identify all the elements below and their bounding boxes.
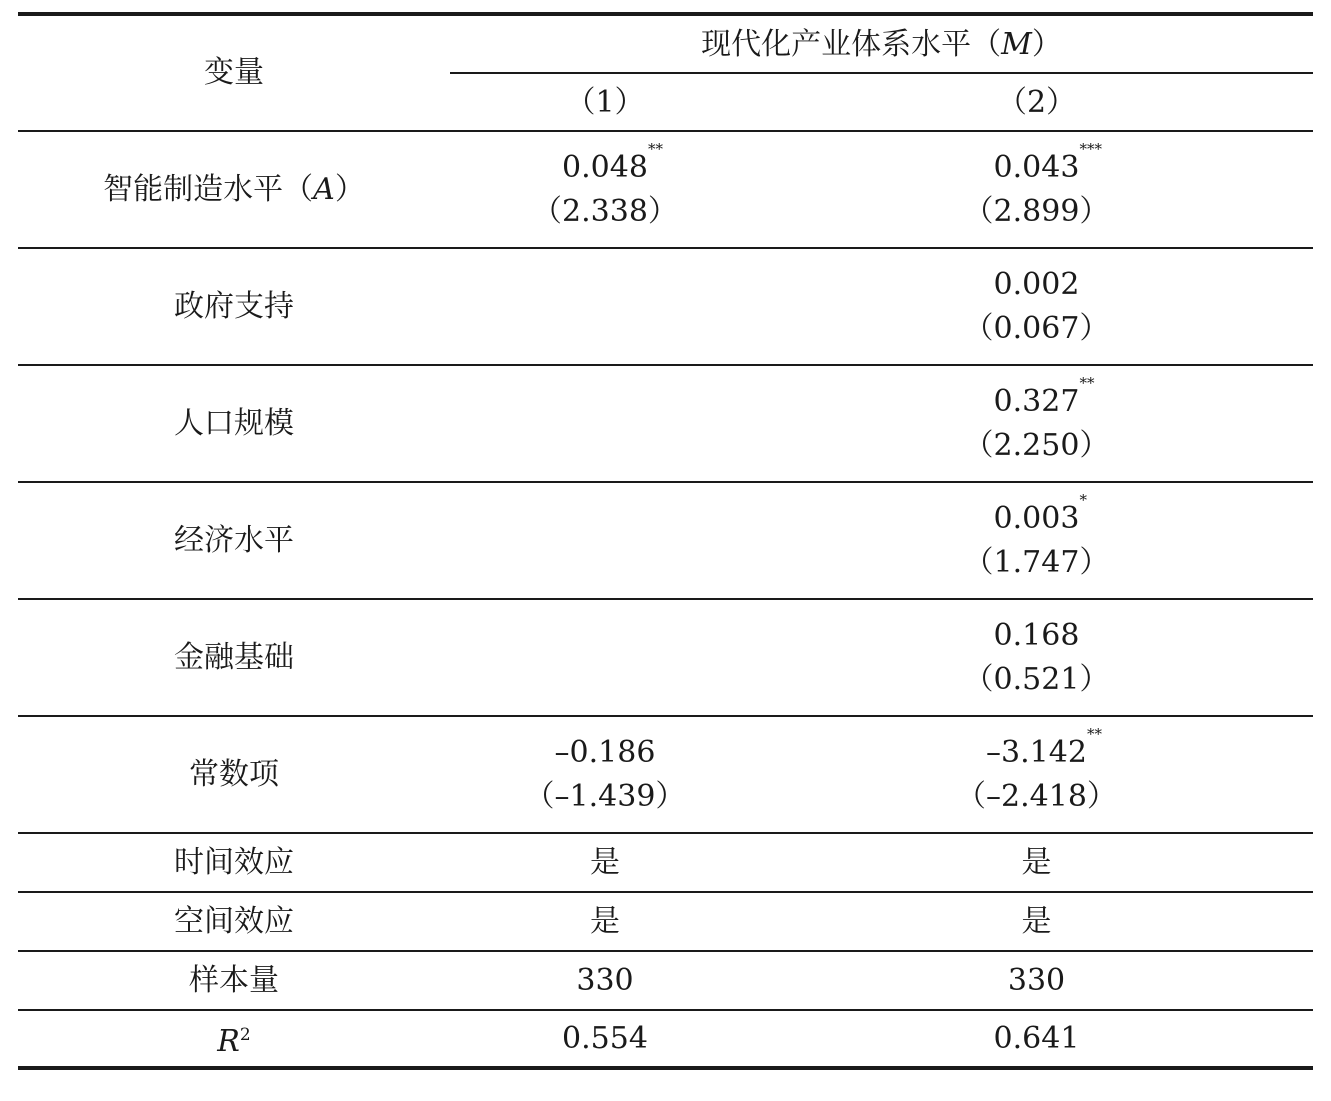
t-statistic: （1.747） — [963, 544, 1110, 580]
coefficient: 0.327 ** — [993, 373, 1095, 419]
t-statistic: （–2.418） — [956, 778, 1117, 814]
significance-stars: * — [1079, 490, 1087, 509]
model-2-cell — [760, 249, 1313, 364]
model-1-cell — [450, 600, 760, 715]
column-header-1: （1） — [565, 85, 645, 120]
coefficient: 0.002 — [993, 266, 1080, 302]
model-1-cell: 是 — [590, 844, 620, 880]
significance-stars: ** — [1079, 373, 1095, 392]
significance-stars: ** — [647, 139, 663, 158]
coefficient: 0.003 * — [993, 490, 1087, 536]
bottom-rule — [18, 1066, 1313, 1070]
row-label: 常数项 — [189, 756, 279, 792]
model-2-cell: 是 — [1021, 903, 1052, 939]
coefficient: 0.043 *** — [993, 139, 1102, 185]
t-statistic: （0.521） — [963, 661, 1110, 697]
significance-stars: ** — [1086, 724, 1102, 743]
model-2-cell — [760, 483, 1313, 598]
model-2-cell — [760, 132, 1313, 247]
coefficient: 0.168 — [993, 617, 1080, 653]
row-label: 政府支持 — [174, 288, 294, 324]
t-statistic: （2.899） — [963, 193, 1110, 229]
model-2-cell: 330 — [1007, 962, 1066, 998]
coefficient: –3.142 ** — [986, 724, 1102, 770]
group-header: 现代化产业体系水平（M） — [701, 27, 1062, 62]
model-2-cell — [760, 717, 1313, 832]
model-2-cell: 是 — [1021, 844, 1052, 880]
t-statistic: （2.250） — [963, 427, 1110, 463]
model-1-cell: 是 — [590, 903, 620, 939]
model-1-cell: 330 — [576, 962, 634, 998]
row-label: 空间效应 — [174, 903, 294, 939]
corner-label: 变量 — [204, 55, 264, 90]
model-1-cell: 0.554 — [562, 1020, 648, 1056]
model-2-cell: 0.641 — [993, 1020, 1080, 1056]
t-statistic: （–1.439） — [524, 778, 686, 814]
column-header-2: （2） — [996, 85, 1077, 120]
row-label: 金融基础 — [174, 639, 294, 675]
model-1-cell — [450, 717, 760, 832]
row-label: 时间效应 — [174, 844, 294, 880]
row-label: 经济水平 — [174, 522, 294, 558]
model-1-cell — [450, 483, 760, 598]
row-label: 智能制造水平（A） — [103, 171, 365, 207]
model-1-cell — [450, 366, 760, 481]
model-2-cell — [760, 366, 1313, 481]
row-label: 人口规模 — [174, 405, 294, 441]
model-1-cell — [450, 132, 760, 247]
significance-stars: *** — [1079, 139, 1102, 158]
row-label: 样本量 — [189, 962, 279, 998]
t-statistic: （2.338） — [532, 193, 678, 229]
model-1-cell — [450, 249, 760, 364]
t-statistic: （0.067） — [963, 310, 1110, 346]
coefficient: 0.048 ** — [562, 139, 663, 185]
r-squared-label: $R^2$ — [217, 1024, 251, 1059]
model-2-cell — [760, 600, 1313, 715]
coefficient: –0.186 — [554, 734, 656, 770]
